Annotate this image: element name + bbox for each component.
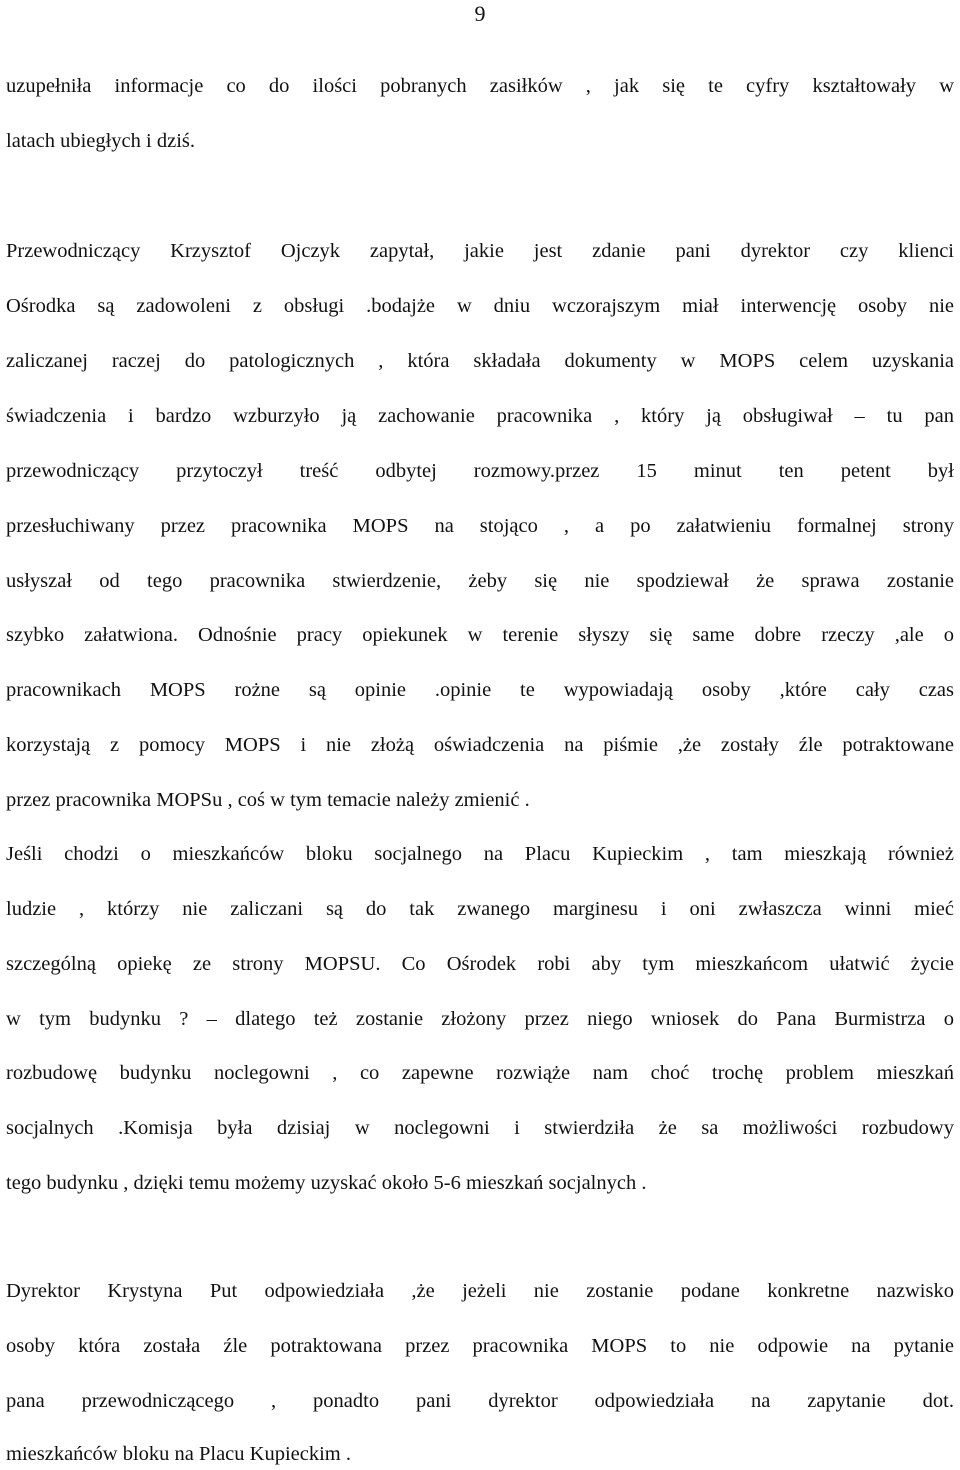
text-line: socjalnych .Komisja była dzisiaj w noclegowni i stwierdziła że sa możliwości rozbudowy	[6, 1117, 954, 1139]
text-line: świadczenia i bardzo wzburzyło ją zachowanie pracownika , który ją obsługiwał – tu pan	[6, 405, 954, 427]
text-line: Przewodniczący Krzysztof Ojczyk zapytał, jakie jest zdanie pani dyrektor czy klienci	[6, 240, 954, 262]
text-line: rozbudowę budynku noclegowni , co zapewne rozwiąże nam choć trochę problem mieszkań	[6, 1062, 954, 1084]
text-line: przez pracownika MOPSu , coś w tym temacie należy zmienić .	[6, 789, 530, 811]
page-number: 9	[474, 1, 486, 26]
text-line: osoby która została źle potraktowana przez pracownika MOPS to nie odpowie na pytanie	[6, 1335, 954, 1357]
text-line: korzystają z pomocy MOPS i nie złożą oświadczenia na piśmie ,że zostały źle potraktowane	[6, 734, 954, 756]
text-line: Ośrodka są zadowoleni z obsługi .bodajże w dniu wczorajszym miał interwencję osoby nie	[6, 295, 954, 317]
text-line: mieszkańców bloku na Placu Kupieckim .	[6, 1443, 351, 1465]
text-line: pracownikach MOPS rożne są opinie .opinie te wypowiadają osoby ,które cały czas	[6, 679, 954, 701]
text-line: przesłuchiwany przez pracownika MOPS na stojąco , a po załatwieniu formalnej strony	[6, 515, 954, 537]
text-line: zaliczanej raczej do patologicznych , która składała dokumenty w MOPS celem uzyskania	[6, 350, 954, 372]
text-line: tego budynku , dzięki temu możemy uzyskać około 5-6 mieszkań socjalnych .	[6, 1172, 647, 1194]
text-line: usłyszał od tego pracownika stwierdzenie, żeby się nie spodziewał że sprawa zostanie	[6, 570, 954, 592]
text-line: latach ubiegłych i dziś.	[6, 130, 195, 152]
text-line: Dyrektor Krystyna Put odpowiedziała ,że jeżeli nie zostanie podane konkretne nazwisko	[6, 1280, 954, 1302]
text-line: szybko załatwiona. Odnośnie pracy opiekunek w terenie słyszy się same dobre rzeczy ,ale o	[6, 624, 954, 646]
text-line: ludzie , którzy nie zaliczani są do tak zwanego marginesu i oni zwłaszcza winni mieć	[6, 898, 954, 920]
text-line: przewodniczący przytoczył treść odbytej rozmowy.przez 15 minut ten petent był	[6, 460, 954, 482]
text-line: uzupełniła informacje co do ilości pobranych zasiłków , jak się te cyfry kształtowały w	[6, 75, 954, 97]
text-line: Jeśli chodzi o mieszkańców bloku socjalnego na Placu Kupieckim , tam mieszkają również	[6, 843, 954, 865]
text-line: w tym budynku ? – dlatego też zostanie złożony przez niego wniosek do Pana Burmistrza o	[6, 1008, 954, 1030]
text-line: szczególną opiekę ze strony MOPSU. Co Ośrodek robi aby tym mieszkańcom ułatwić życie	[6, 953, 954, 975]
text-line: pana przewodniczącego , ponadto pani dyrektor odpowiedziała na zapytanie dot.	[6, 1390, 954, 1412]
